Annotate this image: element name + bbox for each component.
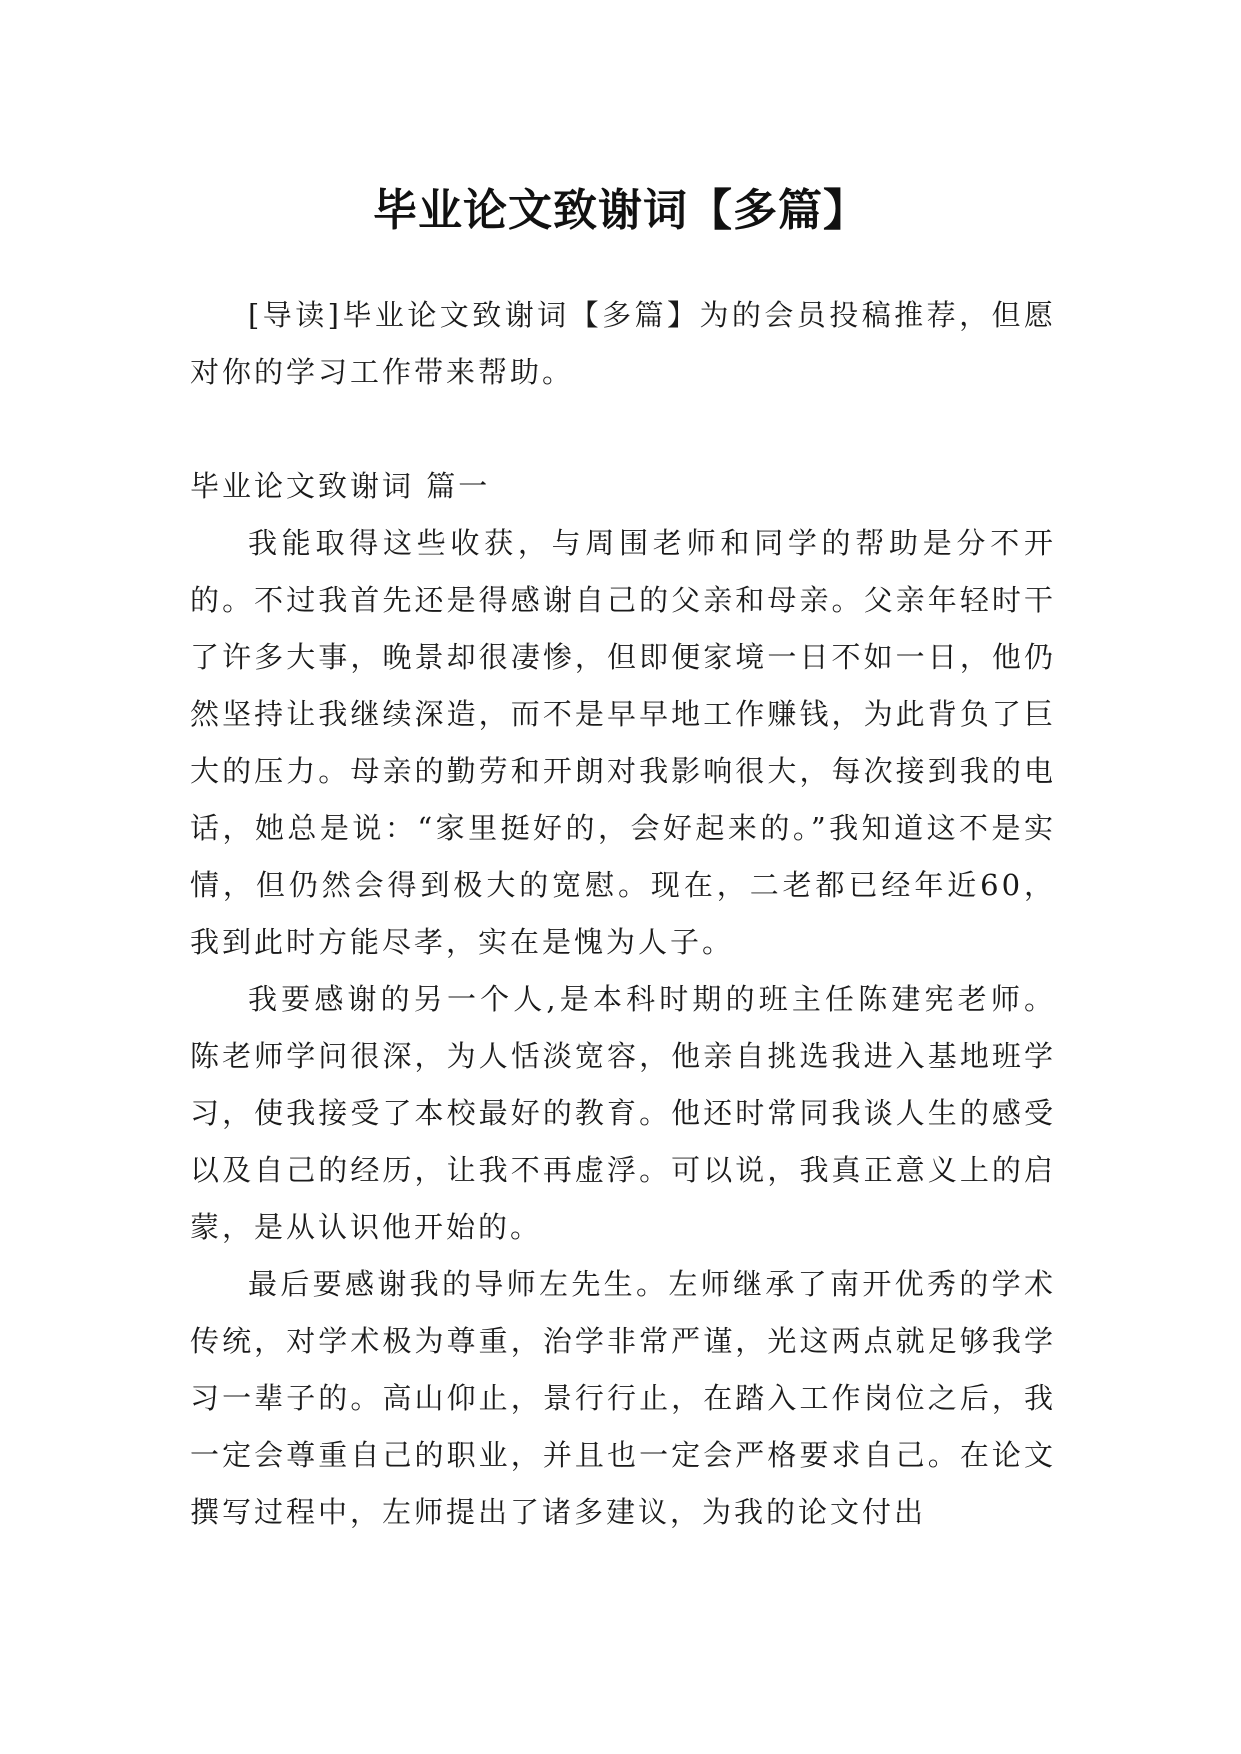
body-paragraph-2: 我要感谢的另一个人,是本科时期的班主任陈建宪老师。陈老师学问很深，为人恬淡宽容，他亲自挑选我进入基地班学习，使我接受了本校最好的教育。他还时常同我谈人生的感受以及自己的经历，让我不再虚浮。可以说，我真正意义上的启蒙，是从认识他开始的。 [190, 982, 1056, 1244]
document-title: 毕业论文致谢词【多篇】 [373, 185, 868, 237]
intro-paragraph: [导读]毕业论文致谢词【多篇】为的会员投稿推荐，但愿对你的学习工作带来帮助。 [190, 298, 1056, 389]
section-title: 毕业论文致谢词 篇一 [190, 469, 491, 503]
body-paragraph-3: 最后要感谢我的导师左先生。左师继承了南开优秀的学术传统，对学术极为尊重，治学非常严谨，光这两点就足够我学习一辈子的。高山仰止，景行行止，在踏入工作岗位之后，我一定会尊重自己的职业，并且也一定会严格要求自己。在论文撰写过程中，左师提出了诸多建议，为我的论文付出 [190, 1267, 1056, 1529]
document-body [190, 287, 1056, 1541]
body-paragraph-1: 我能取得这些收获，与周围老师和同学的帮助是分不开的。不过我首先还是得感谢自己的父亲和母亲。父亲年轻时干了许多大事，晚景却很凄惨，但即便家境一日不如一日，他仍然坚持让我继续深造，而不是早早地工作赚钱，为此背负了巨大的压力。母亲的勤劳和开朗对我影响很大，每次接到我的电话，她总是说：“家里挺好的，会好起来的。”我知道这不是实情，但仍然会得到极大的宽慰。现在，二老都已经年近60，我到此时方能尽孝，实在是愧为人子。 [190, 526, 1056, 959]
